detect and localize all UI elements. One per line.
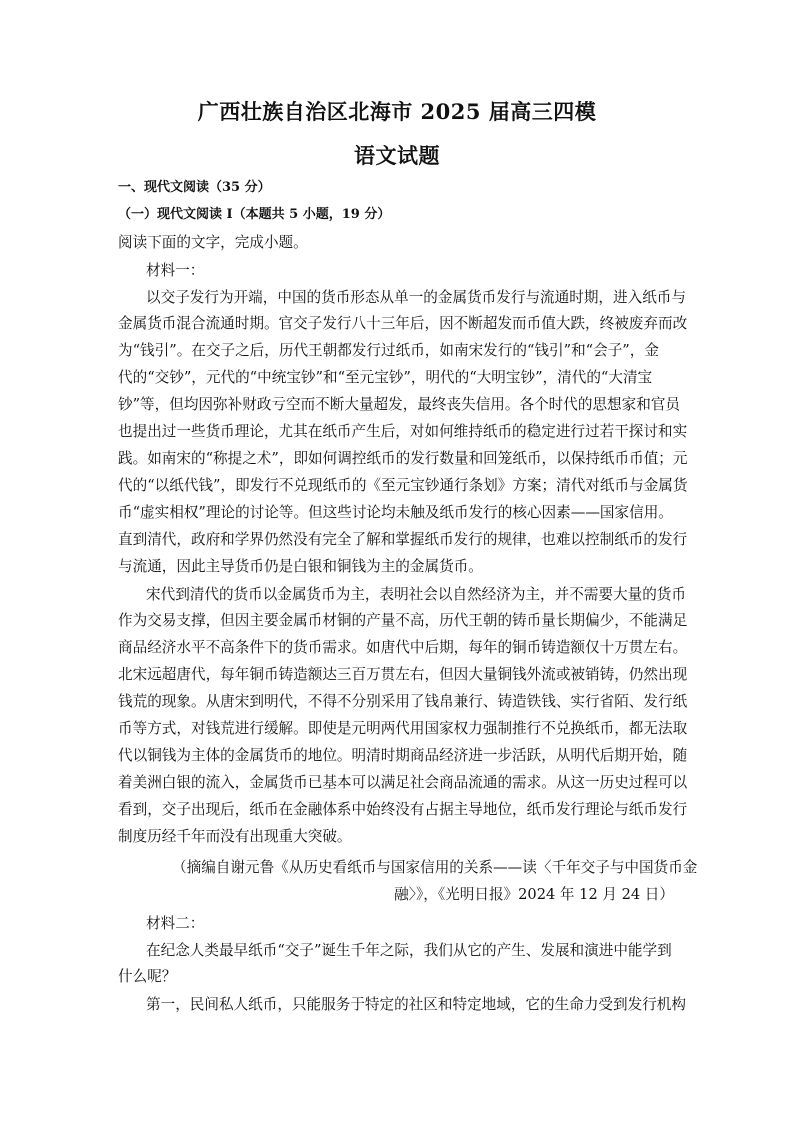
subsection-heading: （一）现代文阅读 I（本题共 5 小题，19 分） (118, 207, 391, 222)
material2-line: 什么呢？ (118, 968, 177, 985)
material1-line: 钱荒的现象。从唐宋到明代，不得不分别采用了钱帛兼行、铸造铁钱、实行省陌、发行纸 (118, 693, 688, 710)
material1-line: 币等方式，对钱荒进行缓解。即使是元明两代用国家权力强制推行不兑换纸币，都无法取 (118, 720, 688, 737)
material2-line: 在纪念人类最早纸币“交子”诞生千年之际，我们从它的产生、发展和演进中能学到 (146, 942, 672, 959)
material1-line: 钞”等，但均因弥补财政亏空而不断大量超发，最终丧失信用。各个时代的思想家和官员 (118, 396, 681, 413)
instruction-text: 阅读下面的文字，完成小题。 (118, 234, 308, 251)
document-subtitle: 语文试题 (354, 143, 440, 168)
material1-line: 以交子发行为开端，中国的货币形态从单一的金属货币发行与流通时期，进入纸币与 (146, 289, 686, 306)
material1-line: 金属货币混合流通时期。官交子发行八十三年后，因不断超发而币值大跌，终被废弃而改 (118, 315, 688, 332)
material1-line: 也提出过一些货币理论，尤其在纸币产生后，对如何维持纸币的稳定进行过若干探讨和实 (118, 423, 688, 440)
material1-line: 着美洲白银的流入，金属货币已基本可以满足社会商品流通的需求。从这一历史过程可以 (118, 774, 688, 791)
material1-line: 看到，交子出现后，纸币在金融体系中始终没有占据主导地位，纸币发行理论与纸币发行 (118, 801, 688, 818)
material1-line: 为“钱引”。在交子之后，历代王朝都发行过纸币，如南宋发行的“钱引”和“会子”，金 (118, 342, 659, 359)
material1-line: 代以铜钱为主体的金属货币的地位。明清时期商品经济进一步活跃，从明代后期开始，随 (118, 747, 688, 764)
material1-line: 北宋远超唐代，每年铜币铸造额达三百万贯左右，但因大量铜钱外流或被销铸，仍然出现 (118, 666, 688, 683)
material1-line: 代的“以纸代钱”，即发行不兑现纸币的《至元宝钞通行条划》方案；清代对纸币与金属货 (118, 477, 688, 494)
citation-line: （摘编自谢元鲁《从历史看纸币与国家信用的关系——读〈千年交子与中国货币金 (172, 859, 698, 876)
material1-line: 践。如南宋的“称提之术”，即如何调控纸币的发行数量和回笼纸币，以保持纸币币值；元 (118, 450, 688, 467)
material2-line: 第一，民间私人纸币，只能服务于特定的社区和特定地域，它的生命力受到发行机构 (146, 996, 686, 1013)
material1-line: 代的“交钞”，元代的“中统宝钞”和“至元宝钞”，明代的“大明宝钞”，清代的“大清宝 (118, 369, 653, 386)
material1-label: 材料一： (146, 262, 205, 279)
material1-line: 宋代到清代的货币以金属货币为主，表明社会以自然经济为主，并不需要大量的货币 (146, 586, 686, 603)
section-heading: 一、现代文阅读（35 分） (118, 180, 271, 195)
citation-line: 融〉》，《光明日报》2024 年 12 月 24 日） (394, 886, 674, 903)
material1-line: 与流通，因此主导货币仍是白银和铜钱为主的金属货币。 (118, 558, 483, 575)
material1-line: 制度历经千年而没有出现重大突破。 (118, 828, 352, 845)
material1-line: 作为交易支撑，但因主要金属币材铜的产量不高，历代王朝的铸币量长期偏少，不能满足 (118, 612, 688, 629)
material1-line: 商品经济水平不高条件下的货币需求。如唐代中后期，每年的铜币铸造额仅十万贯左右。 (118, 639, 688, 656)
material1-line: 直到清代，政府和学界仍然没有完全了解和掌握纸币发行的规律，也难以控制纸币的发行 (118, 531, 688, 548)
material2-label: 材料二： (146, 915, 205, 932)
document-title: 广西壮族自治区北海市 2025 届高三四模 (197, 99, 597, 124)
material1-line: 币“虚实相权”理论的讨论等。但这些讨论均未触及纸币发行的核心因素——国家信用。 (118, 504, 673, 521)
